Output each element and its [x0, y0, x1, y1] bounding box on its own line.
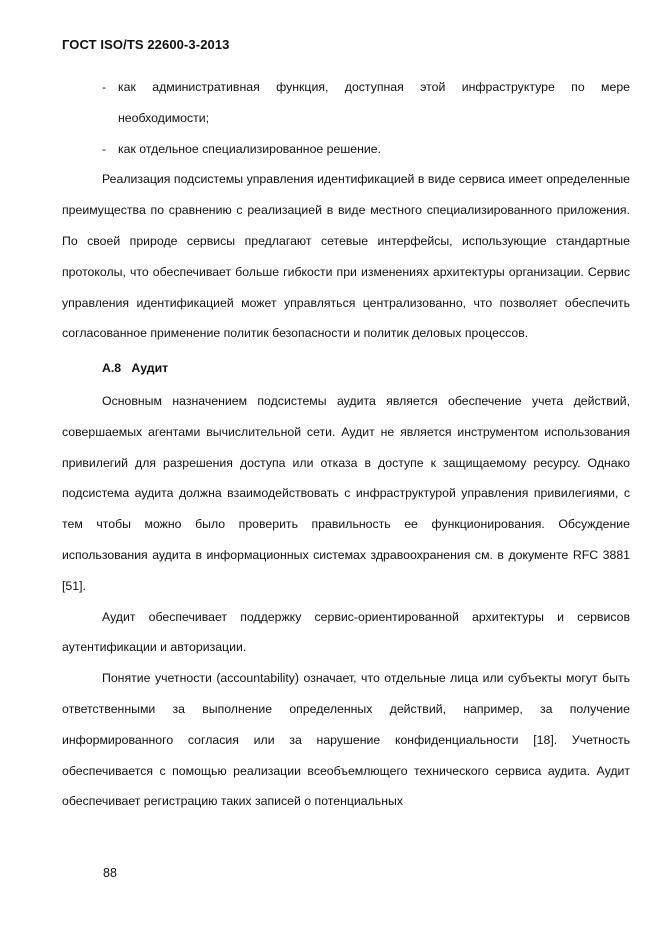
paragraph: Основным назначением подсистемы аудита является обеспечение учета действий, совершаемых агентами вычислительной сети. Аудит не является инструментом использования привилегий для разрешения доступа или отказа в доступе к защищаемому ресурсу. Однако подсистема аудита должна взаимодействовать с инфраструктурой управления привилегиями, с тем чтобы можно было проверить правильность ее функционирования. Обсуждение использования аудита в информационных системах здравоохранения см. в документе RFC 3881 [51].	[62, 393, 630, 593]
paragraph: Реализация подсистемы управления идентификацией в виде сервиса имеет определенные преимущества по сравнению с реализацией в виде местного специализированного приложения. По своей природе сервисы предлагают сетевые интерфейсы, использующие стандартные протоколы, что обеспечивает больше гибкости при изменениях архитектуры организации. Сервис управления идентификацией может управляться централизованно, что позволяет обеспечить согласованное применение политик безопасности и политик деловых процессов.	[62, 172, 630, 341]
section-heading	[62, 353, 630, 384]
section-number: А.8	[102, 361, 122, 376]
list-marker: -	[102, 80, 107, 94]
list-item-text: как административная функция, доступная этой инфраструктуре по мере необходимости;	[118, 80, 630, 125]
list-item-text: как отдельное специализированное решение.	[118, 141, 381, 156]
paragraph: Понятие учетности (accountability) означает, что отдельные лица или субъекты могут быть ответственными за выполнение определенных действий, например, за получение информированного согласия или за нарушение конфиденциальности [18]. Учетность обеспечивается с помощью реализации всеобъемлющего технического сервиса аудита. Аудит обеспечивает регистрацию таких записей о потенциальных	[62, 671, 630, 809]
list-item	[62, 72, 630, 134]
section-title: Аудит	[131, 361, 169, 376]
document-header: ГОСТ ISO/TS 22600-3-2013	[62, 37, 230, 52]
list-marker: -	[102, 141, 107, 156]
document-body	[62, 72, 630, 817]
list-item	[62, 134, 630, 165]
paragraph: Аудит обеспечивает поддержку сервис-ориентированной архитектуры и сервисов аутентификации и авторизации.	[62, 609, 630, 655]
page-number: 88	[103, 866, 117, 880]
